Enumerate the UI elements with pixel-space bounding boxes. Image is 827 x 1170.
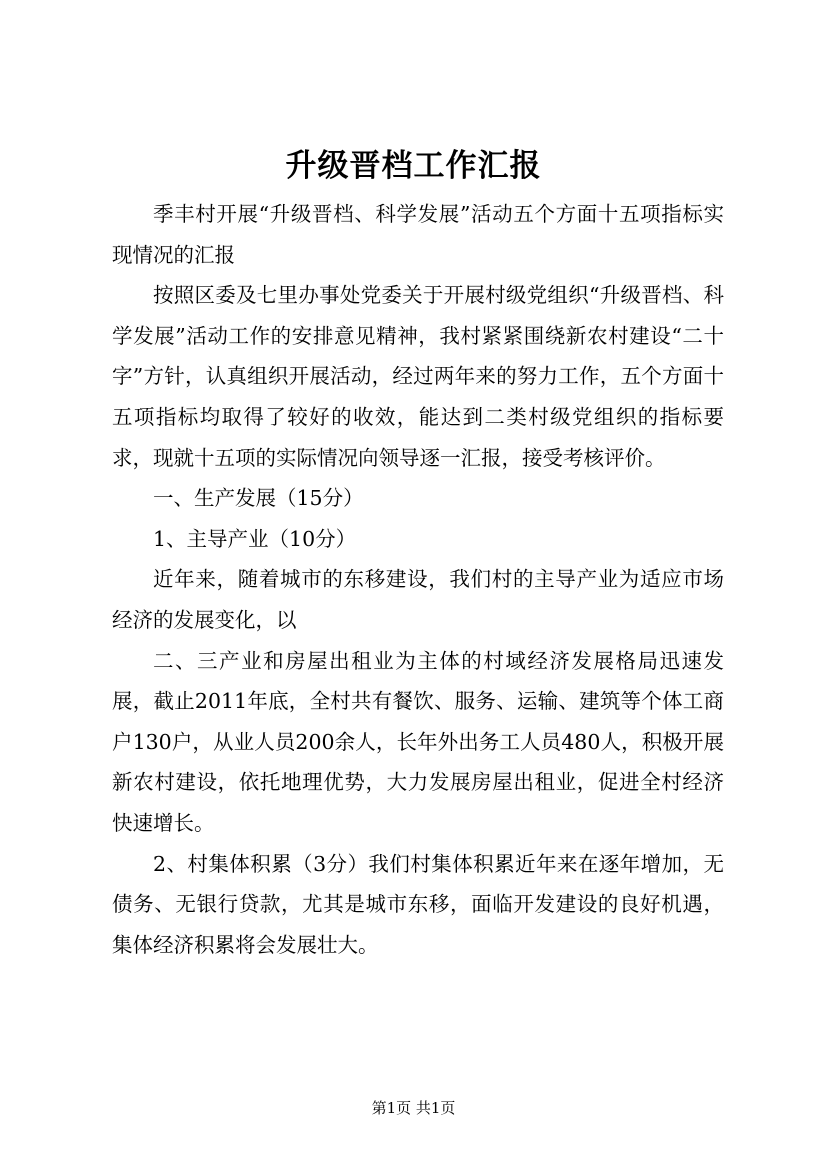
paragraph-collective-accumulation: 2、村集体积累（3分）我们村集体积累近年来在逐年增加，无债务、无银行贷款，尤其是城市东移，面临开发建设的良好机遇，集体经济积累将会发展壮大。 <box>112 851 724 957</box>
paragraph-economy: 二、三产业和房屋出租业为主体的村域经济发展格局迅速发展，截止2011年底，全村共有餐饮、服务、运输、建筑等个体工商户130户，从业人员200余人，长年外出务工人员480人，积极开展新农村建设，依托地理优势，大力发展房屋出租业，促进全村经济快速增长。 <box>112 648 724 835</box>
document-body <box>112 194 724 965</box>
document-title: 升级晋档工作汇报 <box>285 148 542 184</box>
paragraph-background: 按照区委及七里办事处党委关于开展村级党组织“升级晋档、科学发展”活动工作的安排意见精神，我村紧紧围绕新农村建设“二十字”方针，认真组织开展活动，经过两年来的努力工作，五个方面十五项指标均取得了较好的收效，能达到二类村级党组织的指标要求，现就十五项的实际情况向领导逐一汇报，接受考核评价。 <box>112 283 724 470</box>
paragraph-main-industry: 近年来，随着城市的东移建设，我们村的主导产业为适应市场经济的发展变化，以 <box>112 567 724 632</box>
subsection-heading-main-industry: 1、主导产业（10分） <box>153 526 357 551</box>
section-heading-production: 一、生产发展（15分） <box>153 486 364 511</box>
page-footer: 第1页 共1页 <box>371 1099 456 1117</box>
paragraph-intro: 季丰村开展“升级晋档、科学发展”活动五个方面十五项指标实现情况的汇报 <box>112 202 724 267</box>
